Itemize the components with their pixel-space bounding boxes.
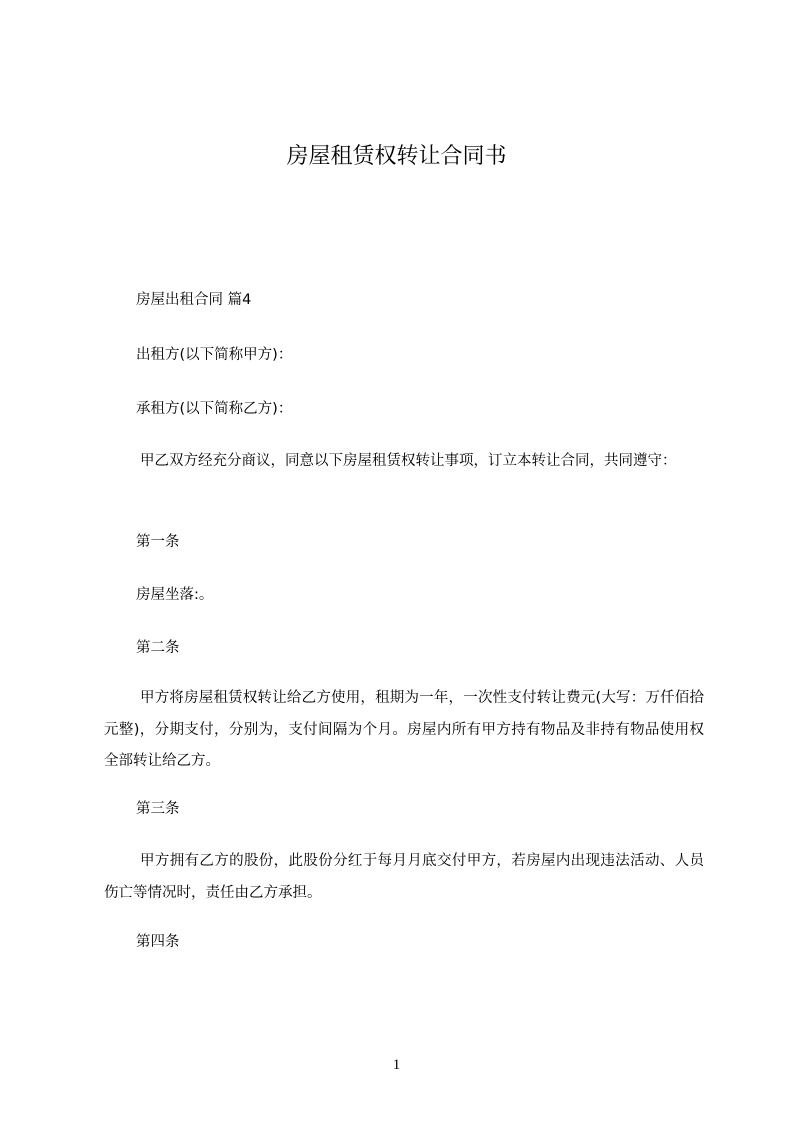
- article-4-heading: 第四条: [136, 934, 180, 950]
- article-1-text: 房屋坐落:。: [136, 587, 214, 603]
- article-1-heading: 第一条: [136, 534, 180, 550]
- lessee-line: 承租方(以下简称乙方)：: [136, 401, 293, 417]
- article-3-heading: 第三条: [136, 801, 180, 817]
- subtitle: 房屋出租合同 篇4: [136, 292, 252, 308]
- article-2-heading: 第二条: [136, 640, 180, 656]
- article-3-paragraph: 甲方拥有乙方的股份，此股份分红于每月月底交付甲方，若房屋内出现违法活动、人员伤亡等情况时，责任由乙方承担。: [104, 853, 704, 901]
- preamble-paragraph: 甲乙双方经充分商议，同意以下房屋租赁权转让事项，订立本转让合同，共同遵守：: [140, 453, 677, 469]
- lessor-line: 出租方(以下简称甲方)：: [136, 347, 293, 363]
- page-number: 1: [392, 1057, 401, 1073]
- article-2-paragraph: 甲方将房屋租赁权转让给乙方使用，租期为一年，一次性支付转让费元(大写：万仟佰拾元整)，分期支付，分别为，支付间隔为个月。房屋内所有甲方持有物品及非持有物品使用权全部转让给乙方。: [104, 690, 704, 769]
- document-title: 房屋租赁权转让合同书: [286, 144, 507, 169]
